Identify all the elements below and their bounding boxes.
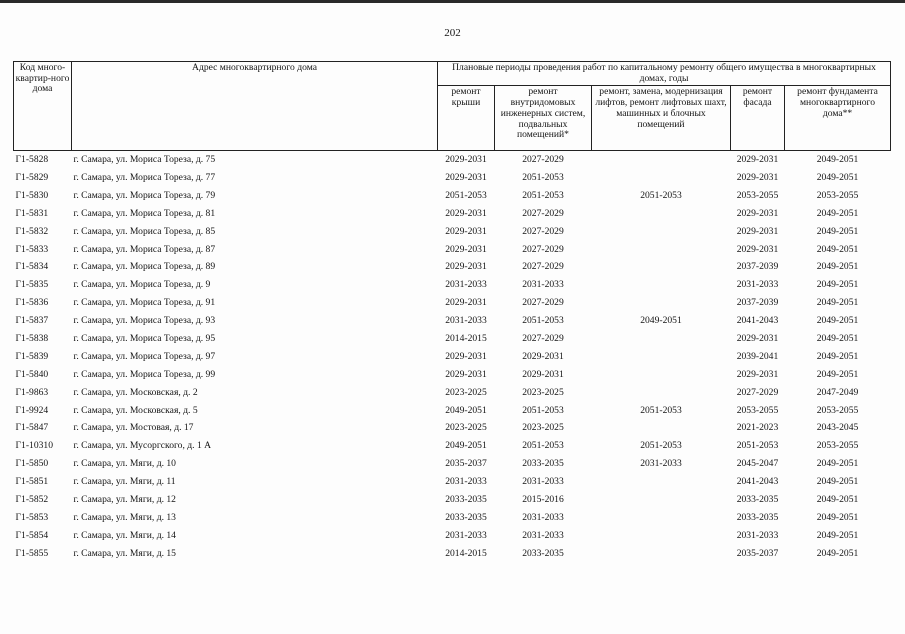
house-address: г. Самара, ул. Мориса Тореза, д. 79 bbox=[73, 189, 216, 201]
house-code: Г1-5832 bbox=[15, 225, 49, 237]
engineering-repair-period: 2051-2053 bbox=[522, 189, 564, 201]
facade-repair-period: 2033-2035 bbox=[736, 493, 779, 505]
facade-repair-period: 2027-2029 bbox=[736, 386, 779, 398]
table-row bbox=[14, 366, 891, 384]
engineering-repair-period: 2023-2025 bbox=[522, 422, 564, 434]
facade-repair-period: 2029-2031 bbox=[731, 151, 785, 169]
table-row bbox=[14, 295, 891, 313]
lift-repair-period bbox=[592, 295, 731, 313]
lift-repair-period: 2051-2053 bbox=[640, 440, 682, 452]
roof-repair-period: 2049-2051 bbox=[445, 404, 487, 416]
roof-repair-period: 2023-2025 bbox=[445, 386, 487, 398]
foundation-repair-period: 2049-2051 bbox=[816, 261, 859, 273]
header-engineering: ремонт внутридомовых инженерных систем, подвальных помещений* bbox=[495, 86, 592, 151]
foundation-repair-period: 2049-2051 bbox=[816, 458, 859, 470]
roof-repair-period: 2035-2037 bbox=[445, 458, 487, 470]
lift-repair-period bbox=[592, 491, 731, 509]
table-row bbox=[14, 241, 891, 259]
table-row bbox=[14, 277, 891, 295]
header-periods: Плановые периоды проведения работ по капитальному ремонту общего имущества в многоквартирных домах, годы bbox=[438, 62, 891, 86]
table-row bbox=[14, 187, 891, 205]
facade-repair-period: 2045-2047 bbox=[736, 458, 779, 470]
house-address: г. Самара, ул. Мориса Тореза, д. 97 bbox=[73, 350, 216, 362]
table-row bbox=[14, 312, 891, 330]
engineering-repair-period: 2027-2029 bbox=[522, 332, 564, 344]
roof-repair-period: 2029-2031 bbox=[445, 368, 487, 380]
facade-repair-period: 2041-2043 bbox=[736, 315, 779, 327]
house-code: Г1-5833 bbox=[15, 243, 49, 255]
table-row bbox=[14, 509, 891, 527]
facade-repair-period: 2029-2031 bbox=[736, 243, 779, 255]
house-address: г. Самара, ул. Мориса Тореза, д. 99 bbox=[73, 368, 216, 380]
lift-repair-period bbox=[592, 223, 731, 241]
lift-repair-period: 2049-2051 bbox=[640, 315, 682, 327]
table-row bbox=[14, 223, 891, 241]
house-address: г. Самара, ул. Мориса Тореза, д. 91 bbox=[73, 297, 216, 309]
foundation-repair-period: 2049-2051 bbox=[816, 368, 859, 380]
lift-repair-period bbox=[592, 527, 731, 545]
facade-repair-period: 2029-2031 bbox=[736, 368, 779, 380]
table-row bbox=[14, 402, 891, 420]
house-address: г. Самара, ул. Мориса Тореза, д. 75 bbox=[72, 151, 438, 169]
lift-repair-period bbox=[592, 366, 731, 384]
house-code: Г1-5830 bbox=[15, 189, 49, 201]
engineering-repair-period: 2027-2029 bbox=[522, 243, 564, 255]
facade-repair-period: 2037-2039 bbox=[736, 297, 779, 309]
engineering-repair-period: 2015-2016 bbox=[522, 493, 564, 505]
engineering-repair-period: 2051-2053 bbox=[522, 315, 564, 327]
table-row bbox=[14, 491, 891, 509]
house-code: Г1-5851 bbox=[15, 476, 49, 488]
header-lift: ремонт, замена, модернизация лифтов, ремонт лифтовых шахт, машинных и блочных помещений bbox=[592, 86, 731, 151]
lift-repair-period bbox=[592, 259, 731, 277]
engineering-repair-period: 2027-2029 bbox=[522, 297, 564, 309]
roof-repair-period: 2014-2015 bbox=[445, 332, 487, 344]
facade-repair-period: 2037-2039 bbox=[736, 261, 779, 273]
engineering-repair-period: 2031-2033 bbox=[522, 476, 564, 488]
lift-repair-period bbox=[592, 384, 731, 402]
facade-repair-period: 2029-2031 bbox=[736, 207, 779, 219]
foundation-repair-period: 2049-2051 bbox=[816, 279, 859, 291]
foundation-repair-period: 2053-2055 bbox=[816, 189, 859, 201]
house-address: г. Самара, ул. Мяги, д. 13 bbox=[73, 511, 176, 523]
lift-repair-period bbox=[592, 474, 731, 492]
lift-repair-period bbox=[592, 330, 731, 348]
engineering-repair-period: 2029-2031 bbox=[522, 368, 564, 380]
house-code: Г1-5836 bbox=[15, 297, 49, 309]
house-address: г. Самара, ул. Мяги, д. 15 bbox=[73, 547, 176, 559]
foundation-repair-period: 2049-2051 bbox=[816, 529, 859, 541]
foundation-repair-period: 2049-2051 bbox=[816, 476, 859, 488]
foundation-repair-period: 2049-2051 bbox=[816, 547, 859, 559]
table-row bbox=[14, 545, 891, 563]
roof-repair-period: 2031-2033 bbox=[445, 279, 487, 291]
facade-repair-period: 2029-2031 bbox=[736, 171, 779, 183]
roof-repair-period: 2049-2051 bbox=[445, 440, 487, 452]
lift-repair-period: 2051-2053 bbox=[640, 404, 682, 416]
top-rule bbox=[0, 0, 905, 3]
foundation-repair-period: 2049-2051 bbox=[816, 315, 859, 327]
roof-repair-period: 2031-2033 bbox=[445, 476, 487, 488]
roof-repair-period: 2031-2033 bbox=[445, 529, 487, 541]
foundation-repair-period: 2049-2051 bbox=[816, 243, 859, 255]
house-address: г. Самара, ул. Московская, д. 5 bbox=[73, 404, 198, 416]
table-row bbox=[14, 456, 891, 474]
roof-repair-period: 2029-2031 bbox=[445, 225, 487, 237]
lift-repair-period bbox=[592, 545, 731, 563]
table-row bbox=[14, 330, 891, 348]
roof-repair-period: 2029-2031 bbox=[445, 297, 487, 309]
foundation-repair-period: 2053-2055 bbox=[816, 440, 859, 452]
engineering-repair-period: 2031-2033 bbox=[522, 511, 564, 523]
facade-repair-period: 2031-2033 bbox=[736, 529, 779, 541]
table-row bbox=[14, 420, 891, 438]
lift-repair-period bbox=[592, 241, 731, 259]
roof-repair-period: 2029-2031 bbox=[445, 261, 487, 273]
house-address: г. Самара, ул. Мориса Тореза, д. 9 bbox=[73, 279, 211, 291]
lift-repair-period bbox=[592, 151, 731, 169]
house-code: Г1-5852 bbox=[15, 493, 49, 505]
house-address: г. Самара, ул. Мусоргского, д. 1 А bbox=[73, 440, 212, 452]
facade-repair-period: 2021-2023 bbox=[736, 422, 779, 434]
facade-repair-period: 2039-2041 bbox=[736, 350, 779, 362]
facade-repair-period: 2041-2043 bbox=[736, 476, 779, 488]
repair-schedule-table bbox=[13, 61, 891, 563]
house-address: г. Самара, ул. Мориса Тореза, д. 87 bbox=[73, 243, 216, 255]
header-facade: ремонт фасада bbox=[731, 86, 785, 151]
engineering-repair-period: 2033-2035 bbox=[522, 458, 564, 470]
house-code: Г1-5828 bbox=[14, 151, 72, 169]
house-code: Г1-5837 bbox=[15, 315, 49, 327]
roof-repair-period: 2029-2031 bbox=[445, 207, 487, 219]
roof-repair-period: 2029-2031 bbox=[445, 171, 487, 183]
lift-repair-period: 2031-2033 bbox=[640, 458, 682, 470]
facade-repair-period: 2029-2031 bbox=[736, 332, 779, 344]
house-address: г. Самара, ул. Мяги, д. 12 bbox=[73, 493, 176, 505]
foundation-repair-period: 2049-2051 bbox=[785, 151, 891, 169]
house-code: Г1-5835 bbox=[15, 279, 49, 291]
house-address: г. Самара, ул. Мориса Тореза, д. 77 bbox=[73, 171, 216, 183]
house-code: Г1-9863 bbox=[15, 386, 49, 398]
page-number: 202 bbox=[444, 27, 461, 39]
house-code: Г1-5853 bbox=[15, 511, 49, 523]
foundation-repair-period: 2043-2045 bbox=[816, 422, 859, 434]
roof-repair-period: 2031-2033 bbox=[445, 315, 487, 327]
foundation-repair-period: 2049-2051 bbox=[816, 225, 859, 237]
house-code: Г1-5839 bbox=[15, 350, 49, 362]
table-body bbox=[14, 151, 891, 563]
facade-repair-period: 2051-2053 bbox=[736, 440, 779, 452]
house-code: Г1-5855 bbox=[15, 547, 49, 559]
roof-repair-period: 2029-2031 bbox=[445, 350, 487, 362]
house-code: Г1-5850 bbox=[15, 458, 49, 470]
lift-repair-period bbox=[592, 169, 731, 187]
house-address: г. Самара, ул. Мориса Тореза, д. 89 bbox=[73, 261, 216, 273]
engineering-repair-period: 2051-2053 bbox=[522, 171, 564, 183]
roof-repair-period: 2051-2053 bbox=[445, 189, 487, 201]
house-code: Г1-5840 bbox=[15, 368, 49, 380]
house-code: Г1-5854 bbox=[15, 529, 49, 541]
engineering-repair-period: 2031-2033 bbox=[522, 279, 564, 291]
foundation-repair-period: 2047-2049 bbox=[816, 386, 859, 398]
roof-repair-period: 2029-2031 bbox=[438, 151, 495, 169]
lift-repair-period bbox=[592, 420, 731, 438]
lift-repair-period bbox=[592, 348, 731, 366]
house-address: г. Самара, ул. Мяги, д. 11 bbox=[73, 476, 176, 488]
roof-repair-period: 2033-2035 bbox=[445, 511, 487, 523]
house-code: Г1-5847 bbox=[15, 422, 49, 434]
engineering-repair-period: 2027-2029 bbox=[495, 151, 592, 169]
lift-repair-period bbox=[592, 509, 731, 527]
foundation-repair-period: 2053-2055 bbox=[816, 404, 859, 416]
foundation-repair-period: 2049-2051 bbox=[816, 493, 859, 505]
house-code: Г1-5831 bbox=[15, 207, 49, 219]
engineering-repair-period: 2051-2053 bbox=[522, 404, 564, 416]
house-address: г. Самара, ул. Мяги, д. 14 bbox=[73, 529, 176, 541]
foundation-repair-period: 2049-2051 bbox=[816, 297, 859, 309]
house-code: Г1-9924 bbox=[15, 404, 49, 416]
facade-repair-period: 2053-2055 bbox=[736, 404, 779, 416]
house-address: г. Самара, ул. Мостовая, д. 17 bbox=[73, 422, 194, 434]
table-row bbox=[14, 474, 891, 492]
header-address: Адрес многоквартирного дома bbox=[72, 62, 438, 151]
house-address: г. Самара, ул. Московская, д. 2 bbox=[73, 386, 198, 398]
roof-repair-period: 2023-2025 bbox=[445, 422, 487, 434]
engineering-repair-period: 2023-2025 bbox=[522, 386, 564, 398]
facade-repair-period: 2053-2055 bbox=[736, 189, 779, 201]
foundation-repair-period: 2049-2051 bbox=[816, 207, 859, 219]
house-code: Г1-10310 bbox=[15, 440, 54, 452]
roof-repair-period: 2014-2015 bbox=[445, 547, 487, 559]
facade-repair-period: 2031-2033 bbox=[736, 279, 779, 291]
engineering-repair-period: 2027-2029 bbox=[522, 261, 564, 273]
lift-repair-period: 2051-2053 bbox=[640, 189, 682, 201]
engineering-repair-period: 2033-2035 bbox=[522, 547, 564, 559]
engineering-repair-period: 2027-2029 bbox=[522, 207, 564, 219]
house-address: г. Самара, ул. Мориса Тореза, д. 95 bbox=[73, 332, 216, 344]
house-address: г. Самара, ул. Мориса Тореза, д. 85 bbox=[73, 225, 216, 237]
table-header bbox=[14, 62, 891, 151]
lift-repair-period bbox=[592, 277, 731, 295]
foundation-repair-period: 2049-2051 bbox=[816, 511, 859, 523]
header-foundation: ремонт фундамента многоквартирного дома** bbox=[785, 86, 891, 151]
table-row bbox=[14, 259, 891, 277]
table-row bbox=[14, 205, 891, 223]
facade-repair-period: 2033-2035 bbox=[736, 511, 779, 523]
engineering-repair-period: 2051-2053 bbox=[522, 440, 564, 452]
table-row bbox=[14, 438, 891, 456]
roof-repair-period: 2033-2035 bbox=[445, 493, 487, 505]
foundation-repair-period: 2049-2051 bbox=[816, 350, 859, 362]
house-code: Г1-5838 bbox=[15, 332, 49, 344]
roof-repair-period: 2029-2031 bbox=[445, 243, 487, 255]
house-address: г. Самара, ул. Мяги, д. 10 bbox=[73, 458, 176, 470]
engineering-repair-period: 2027-2029 bbox=[522, 225, 564, 237]
header-roof: ремонт крыши bbox=[438, 86, 495, 151]
facade-repair-period: 2035-2037 bbox=[736, 547, 779, 559]
foundation-repair-period: 2049-2051 bbox=[816, 171, 859, 183]
header-code: Код много-квартир-ного дома bbox=[14, 62, 72, 151]
table-row bbox=[14, 169, 891, 187]
house-address: г. Самара, ул. Мориса Тореза, д. 93 bbox=[73, 315, 216, 327]
house-code: Г1-5829 bbox=[15, 171, 49, 183]
table-row bbox=[14, 151, 891, 169]
engineering-repair-period: 2029-2031 bbox=[522, 350, 564, 362]
house-code: Г1-5834 bbox=[15, 261, 49, 273]
table-row bbox=[14, 348, 891, 366]
lift-repair-period bbox=[592, 205, 731, 223]
facade-repair-period: 2029-2031 bbox=[736, 225, 779, 237]
house-address: г. Самара, ул. Мориса Тореза, д. 81 bbox=[73, 207, 216, 219]
foundation-repair-period: 2049-2051 bbox=[816, 332, 859, 344]
table-row bbox=[14, 527, 891, 545]
engineering-repair-period: 2031-2033 bbox=[522, 529, 564, 541]
table-row bbox=[14, 384, 891, 402]
